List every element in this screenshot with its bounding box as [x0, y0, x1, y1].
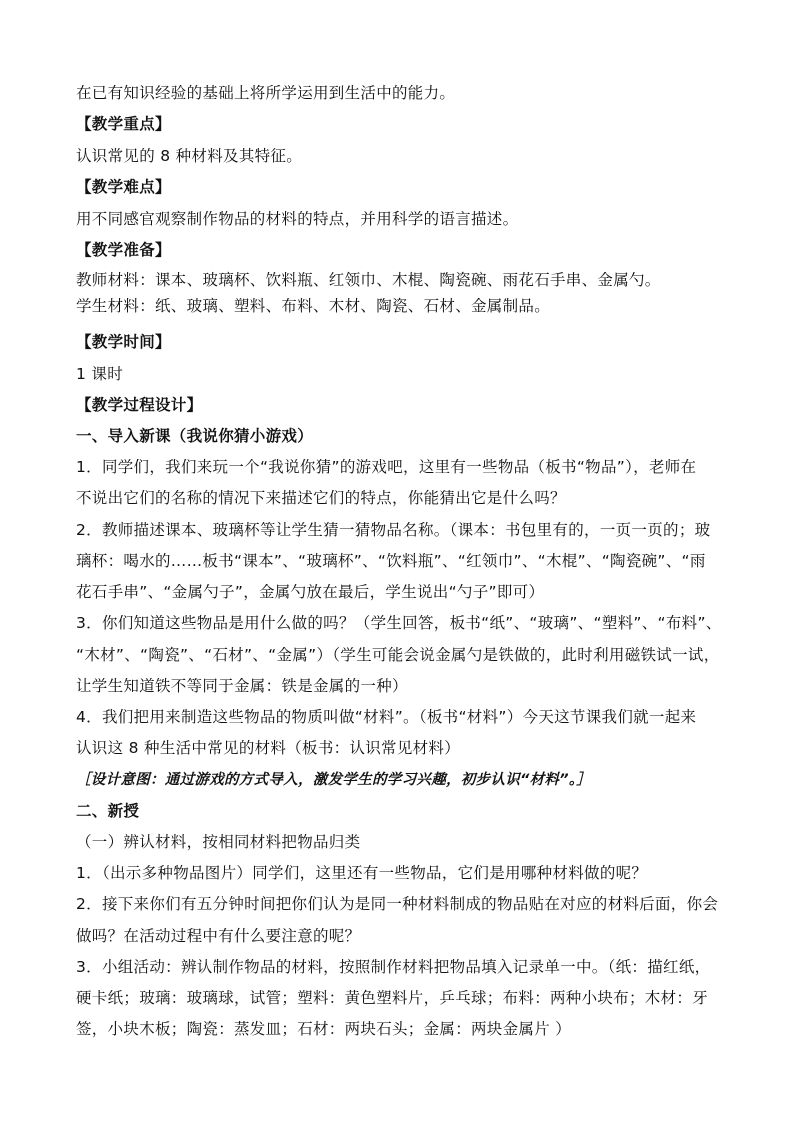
time-text: 1 课时	[76, 365, 123, 383]
section-heading-key-points: 【教学重点】	[76, 115, 171, 133]
part-one-heading: 一、导入新课（我说你猜小游戏）	[76, 427, 314, 445]
paragraph-line: 让学生知道铁不等同于金属：铁是金属的一种）	[76, 677, 408, 695]
subsection-heading: （一）辨认材料，按相同材料把物品归类	[76, 833, 361, 851]
intro-text-line: 在已有知识经验的基础上将所学运用到生活中的能力。	[76, 84, 456, 102]
teacher-materials-text: 教师材料：课本、玻璃杯、饮料瓶、红领巾、木棍、陶瓷碗、雨花石手串、金属勺。	[76, 271, 661, 289]
paragraph-line: 3．小组活动：辨认制作物品的材料，按照制作材料把物品填入记录单一中。（纸：描红纸，	[76, 958, 711, 976]
paragraph-line: “木材”、“陶瓷”、“石材”、“金属”）（学生可能会说金属勺是铁做的，此时利用磁铁试一试，	[76, 646, 720, 664]
design-intent-note: ［设计意图：通过游戏的方式导入，激发学生的学习兴趣，初步认识“材料”。］	[76, 772, 592, 788]
paragraph-line: 硬卡纸；玻璃：玻璃球，试管；塑料：黄色塑料片，乒乓球；布料：两种小块布；木材：牙	[76, 989, 709, 1007]
paragraph-line: 1．（出示多种物品图片）同学们，这里还有一些物品，它们是用哪种材料做的呢？	[76, 864, 648, 882]
paragraph-line: 1．同学们，我们来玩一个“我说你猜”的游戏吧，这里有一些物品（板书“物品”），老师在	[76, 458, 697, 476]
difficulties-text: 用不同感官观察制作物品的材料的特点，并用科学的语言描述。	[76, 210, 519, 228]
paragraph-line: 花石手串”、“金属勺子”，金属勺放在最后，学生说出“勺子”即可）	[76, 583, 545, 601]
paragraph-line: 璃杯：喝水的……板书“课本”、“玻璃杯”、“饮料瓶”、“红领巾”、“木棍”、“陶瓷碗”、“雨	[76, 552, 706, 570]
part-two-heading: 二、新授	[76, 802, 140, 820]
paragraph-line: 4．我们把用来制造这些物品的物质叫做“材料”。（板书“材料”）今天这节课我们就一起来	[76, 708, 697, 726]
paragraph-line: 2．教师描述课本、玻璃杯等让学生猜一猜物品名称。（课本：书包里有的，一页一页的；玻	[76, 521, 711, 539]
paragraph-line: 2．接下来你们有五分钟时间把你们认为是同一种材料制成的物品贴在对应的材料后面，你会	[76, 895, 719, 913]
paragraph-line: 不说出它们的名称的情况下来描述它们的特点，你能猜出它是什么吗？	[76, 489, 566, 507]
paragraph-line: 3．你们知道这些物品是用什么做的吗？（学生回答，板书“纸”、“玻璃”、“塑料”、“布料”、	[76, 614, 722, 632]
section-heading-preparation: 【教学准备】	[76, 241, 171, 259]
student-materials-text: 学生材料：纸、玻璃、塑料、布料、木材、陶瓷、石材、金属制品。	[76, 297, 551, 315]
key-points-text: 认识常见的 8 种材料及其特征。	[76, 147, 303, 165]
section-heading-time: 【教学时间】	[76, 333, 171, 351]
section-heading-process: 【教学过程设计】	[76, 396, 203, 414]
paragraph-line: 签，小块木板；陶瓷：蒸发皿；石材：两块石头；金属：两块金属片 ）	[76, 1020, 572, 1038]
paragraph-line: 做吗？在活动过程中有什么要注意的呢？	[76, 927, 361, 945]
paragraph-line: 认识这 8 种生活中常见的材料（板书：认识常见材料）	[76, 739, 461, 757]
section-heading-difficulties: 【教学难点】	[76, 178, 171, 196]
